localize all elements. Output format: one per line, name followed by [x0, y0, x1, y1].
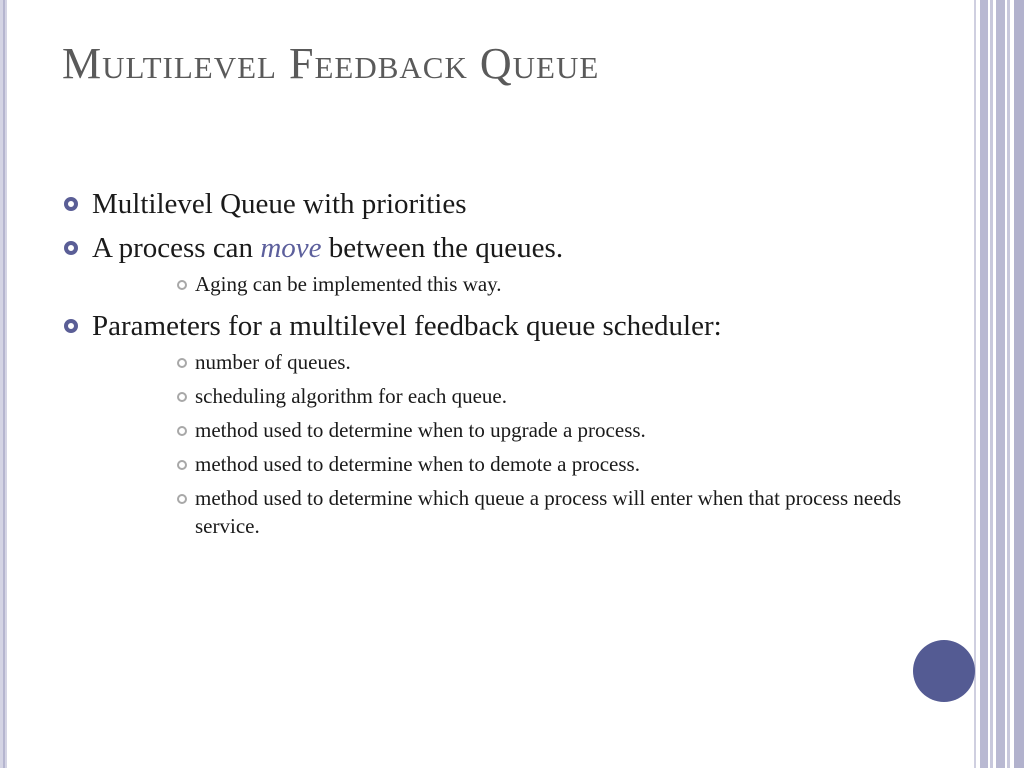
stripe: [1014, 0, 1024, 768]
bullet-item: [62, 182, 962, 226]
sub-bullet-text: method used to determine which queue a process will enter when that process needs service.: [195, 486, 902, 538]
small-ring-bullet-icon: [177, 426, 187, 436]
sub-bullet-item: [177, 348, 962, 376]
stripe: [996, 0, 1005, 768]
small-ring-bullet-icon: [177, 392, 187, 402]
bullet-text-before: A process can: [92, 232, 261, 264]
circle-decoration: [913, 640, 975, 702]
sub-bullet-text: method used to determine when to demote a process.: [195, 452, 640, 476]
bullet-item: [62, 226, 962, 270]
stripe: [980, 0, 988, 768]
left-edge-line: [3, 0, 5, 768]
sub-bullet-text: method used to determine when to upgrade a process.: [195, 418, 646, 442]
bullet-item: [62, 304, 962, 348]
sub-bullet-text: scheduling algorithm for each queue.: [195, 384, 507, 408]
sub-bullet-item: [177, 382, 962, 410]
left-edge-bar: [0, 0, 7, 768]
sub-bullet-item: [177, 484, 905, 540]
bullet-text-after: between the queues.: [321, 232, 564, 264]
slide-title: Multilevel Feedback Queue: [62, 39, 600, 88]
right-edge-stripes: [974, 0, 1024, 768]
bullet-text: Parameters for a multilevel feedback queue scheduler:: [92, 310, 722, 342]
sub-bullet-item: [177, 450, 962, 478]
stripe: [990, 0, 993, 768]
small-ring-bullet-icon: [177, 460, 187, 470]
bullet-text: Multilevel Queue with priorities: [92, 188, 467, 220]
bullet-text-emphasis: move: [260, 232, 322, 264]
small-ring-bullet-icon: [177, 280, 187, 290]
sub-bullet-item: [177, 270, 962, 298]
sub-bullet-item: [177, 416, 962, 444]
bullet-list: [62, 182, 962, 546]
ring-bullet-icon: [64, 241, 78, 255]
small-ring-bullet-icon: [177, 494, 187, 504]
sub-bullet-text: number of queues.: [195, 350, 351, 374]
ring-bullet-icon: [64, 197, 78, 211]
small-ring-bullet-icon: [177, 358, 187, 368]
stripe: [974, 0, 976, 768]
stripe: [1007, 0, 1010, 768]
ring-bullet-icon: [64, 319, 78, 333]
sub-bullet-text: Aging can be implemented this way.: [195, 272, 502, 296]
